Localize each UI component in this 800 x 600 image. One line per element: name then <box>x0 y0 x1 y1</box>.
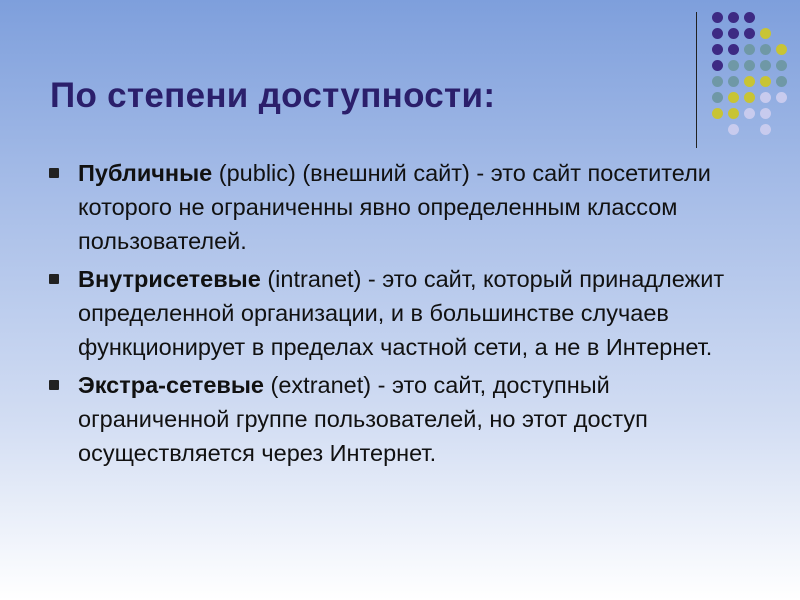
decorative-dot-icon <box>712 44 723 55</box>
decorative-dot-icon <box>776 44 787 55</box>
decorative-dot-icon <box>728 44 739 55</box>
decorative-dot-icon <box>712 60 723 71</box>
decorative-dot-icon <box>744 92 755 103</box>
bullet-square-icon <box>49 274 59 284</box>
vertical-divider <box>696 12 697 148</box>
decorative-dot-icon <box>744 108 755 119</box>
bullet-term: Экстра-сетевые <box>78 372 264 398</box>
bullet-square-icon <box>49 168 59 178</box>
decorative-dot-icon <box>760 92 771 103</box>
decorative-dot-icon <box>760 60 771 71</box>
decorative-dot-icon <box>728 108 739 119</box>
bullet-text: (intranet) - это сайт, который принадлежит определенной организации, и в большинстве случаев функционирует в пределах частной сети, а не в Интернет. <box>78 266 725 360</box>
bullet-term: Публичные <box>78 160 213 186</box>
decorative-dot-icon <box>744 28 755 39</box>
bullet-square-icon <box>49 380 59 390</box>
decorative-dot-icon <box>760 44 771 55</box>
decorative-dot-icon <box>728 28 739 39</box>
decorative-dot-icon <box>760 124 771 135</box>
bullet-item-extranet <box>46 368 766 470</box>
decorative-dot-icon <box>744 44 755 55</box>
bullet-list <box>46 156 766 474</box>
bullet-text: (extranet) - это сайт, доступный ограниченной группе пользователей, но этот доступ осуществляется через Интернет. <box>78 372 648 466</box>
decorative-dot-icon <box>744 12 755 23</box>
decorative-dot-icon <box>760 76 771 87</box>
decorative-dot-icon <box>776 76 787 87</box>
decorative-dot-icon <box>712 76 723 87</box>
bullet-item-public <box>46 156 766 258</box>
decorative-dot-icon <box>712 12 723 23</box>
decorative-dot-icon <box>760 28 771 39</box>
decorative-dot-icon <box>728 60 739 71</box>
decorative-dot-icon <box>728 12 739 23</box>
decorative-dot-icon <box>760 108 771 119</box>
bullet-term: Внутрисетевые <box>78 266 261 292</box>
decorative-dot-icon <box>712 108 723 119</box>
decorative-dot-icon <box>744 76 755 87</box>
decorative-dot-icon <box>728 124 739 135</box>
decorative-dot-icon <box>776 60 787 71</box>
decorative-dot-icon <box>712 92 723 103</box>
decorative-dot-icon <box>744 60 755 71</box>
decorative-dot-icon <box>728 76 739 87</box>
decorative-dot-icon <box>728 92 739 103</box>
bullet-item-intranet <box>46 262 766 364</box>
decorative-dot-icon <box>712 28 723 39</box>
decorative-dot-icon <box>776 92 787 103</box>
bullet-text: (public) (внешний сайт) - это сайт посетители которого не ограниченны явно определенным классом пользователей. <box>78 160 711 254</box>
slide-title: По степени доступности: <box>50 76 496 115</box>
